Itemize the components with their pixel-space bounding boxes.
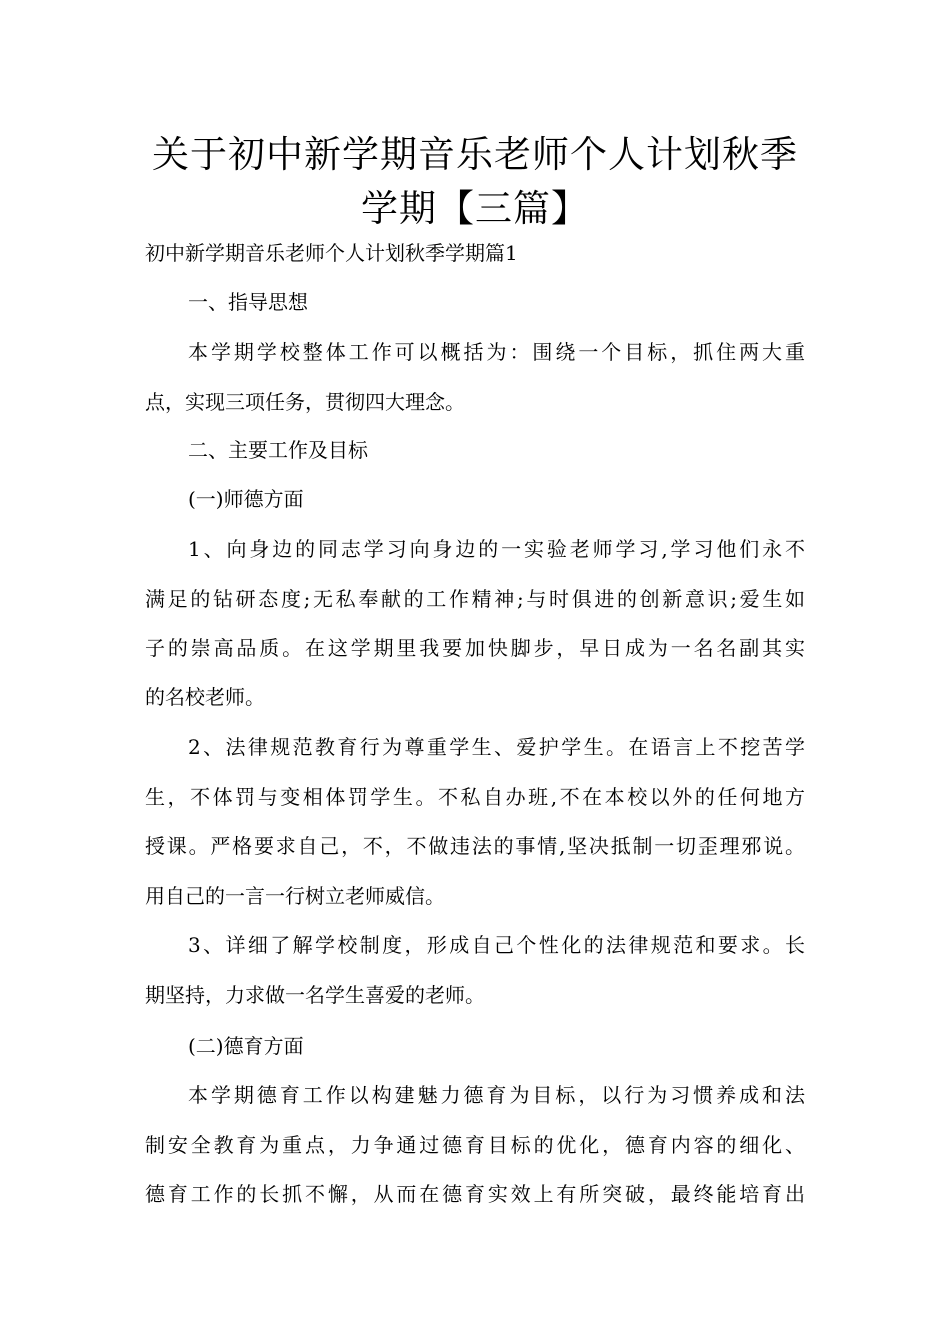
paragraph-line: 授课。严格要求自己，不，不做违法的事情,坚决抵制一切歪理邪说。 <box>145 834 805 858</box>
paragraph-line: 本学期德育工作以构建魅力德育为目标，以行为习惯养成和法 <box>188 1083 805 1107</box>
paragraph-line: 本学期学校整体工作可以概括为：围绕一个目标，抓住两大重 <box>188 340 805 364</box>
heading-main-work: 二、主要工作及目标 <box>188 438 368 462</box>
paragraph-line: 用自己的一言一行树立老师威信。 <box>145 884 445 908</box>
paragraph-line: 3、详细了解学校制度，形成自己个性化的法律规范和要求。长 <box>188 933 805 957</box>
title-line-1: 关于初中新学期音乐老师个人计划秋季 <box>152 133 798 176</box>
paragraph-line: 制安全教育为重点，力争通过德育目标的优化，德育内容的细化、 <box>145 1133 805 1157</box>
paragraph-line: 的名校老师。 <box>145 685 265 709</box>
paragraph-line: 期坚持，力求做一名学生喜爱的老师。 <box>145 983 485 1007</box>
paragraph-line: 2、法律规范教育行为尊重学生、爱护学生。在语言上不挖苦学 <box>188 735 805 759</box>
document-title <box>130 128 820 236</box>
paragraph-line: 点，实现三项任务，贯彻四大理念。 <box>145 390 465 414</box>
paragraph-line: 满足的钻研态度;无私奉献的工作精神;与时俱进的创新意识;爱生如 <box>145 587 805 611</box>
heading-moral-education: (二)德育方面 <box>188 1034 304 1058</box>
paragraph-line: 1、向身边的同志学习向身边的一实验老师学习,学习他们永不 <box>188 537 805 561</box>
paragraph-line: 德育工作的长抓不懈，从而在德育实效上有所突破，最终能培育出 <box>145 1182 805 1206</box>
paragraph-line: 子的崇高品质。在这学期里我要加快脚步，早日成为一名名副其实 <box>145 636 805 660</box>
paragraph-line: 生，不体罚与变相体罚学生。不私自办班,不在本校以外的任何地方 <box>145 785 805 809</box>
section-subtitle: 初中新学期音乐老师个人计划秋季学期篇1 <box>145 241 518 265</box>
title-line-2: 学期【三篇】 <box>361 187 589 230</box>
heading-ethics: (一)师德方面 <box>188 487 304 511</box>
heading-guiding-ideology: 一、指导思想 <box>188 290 308 314</box>
